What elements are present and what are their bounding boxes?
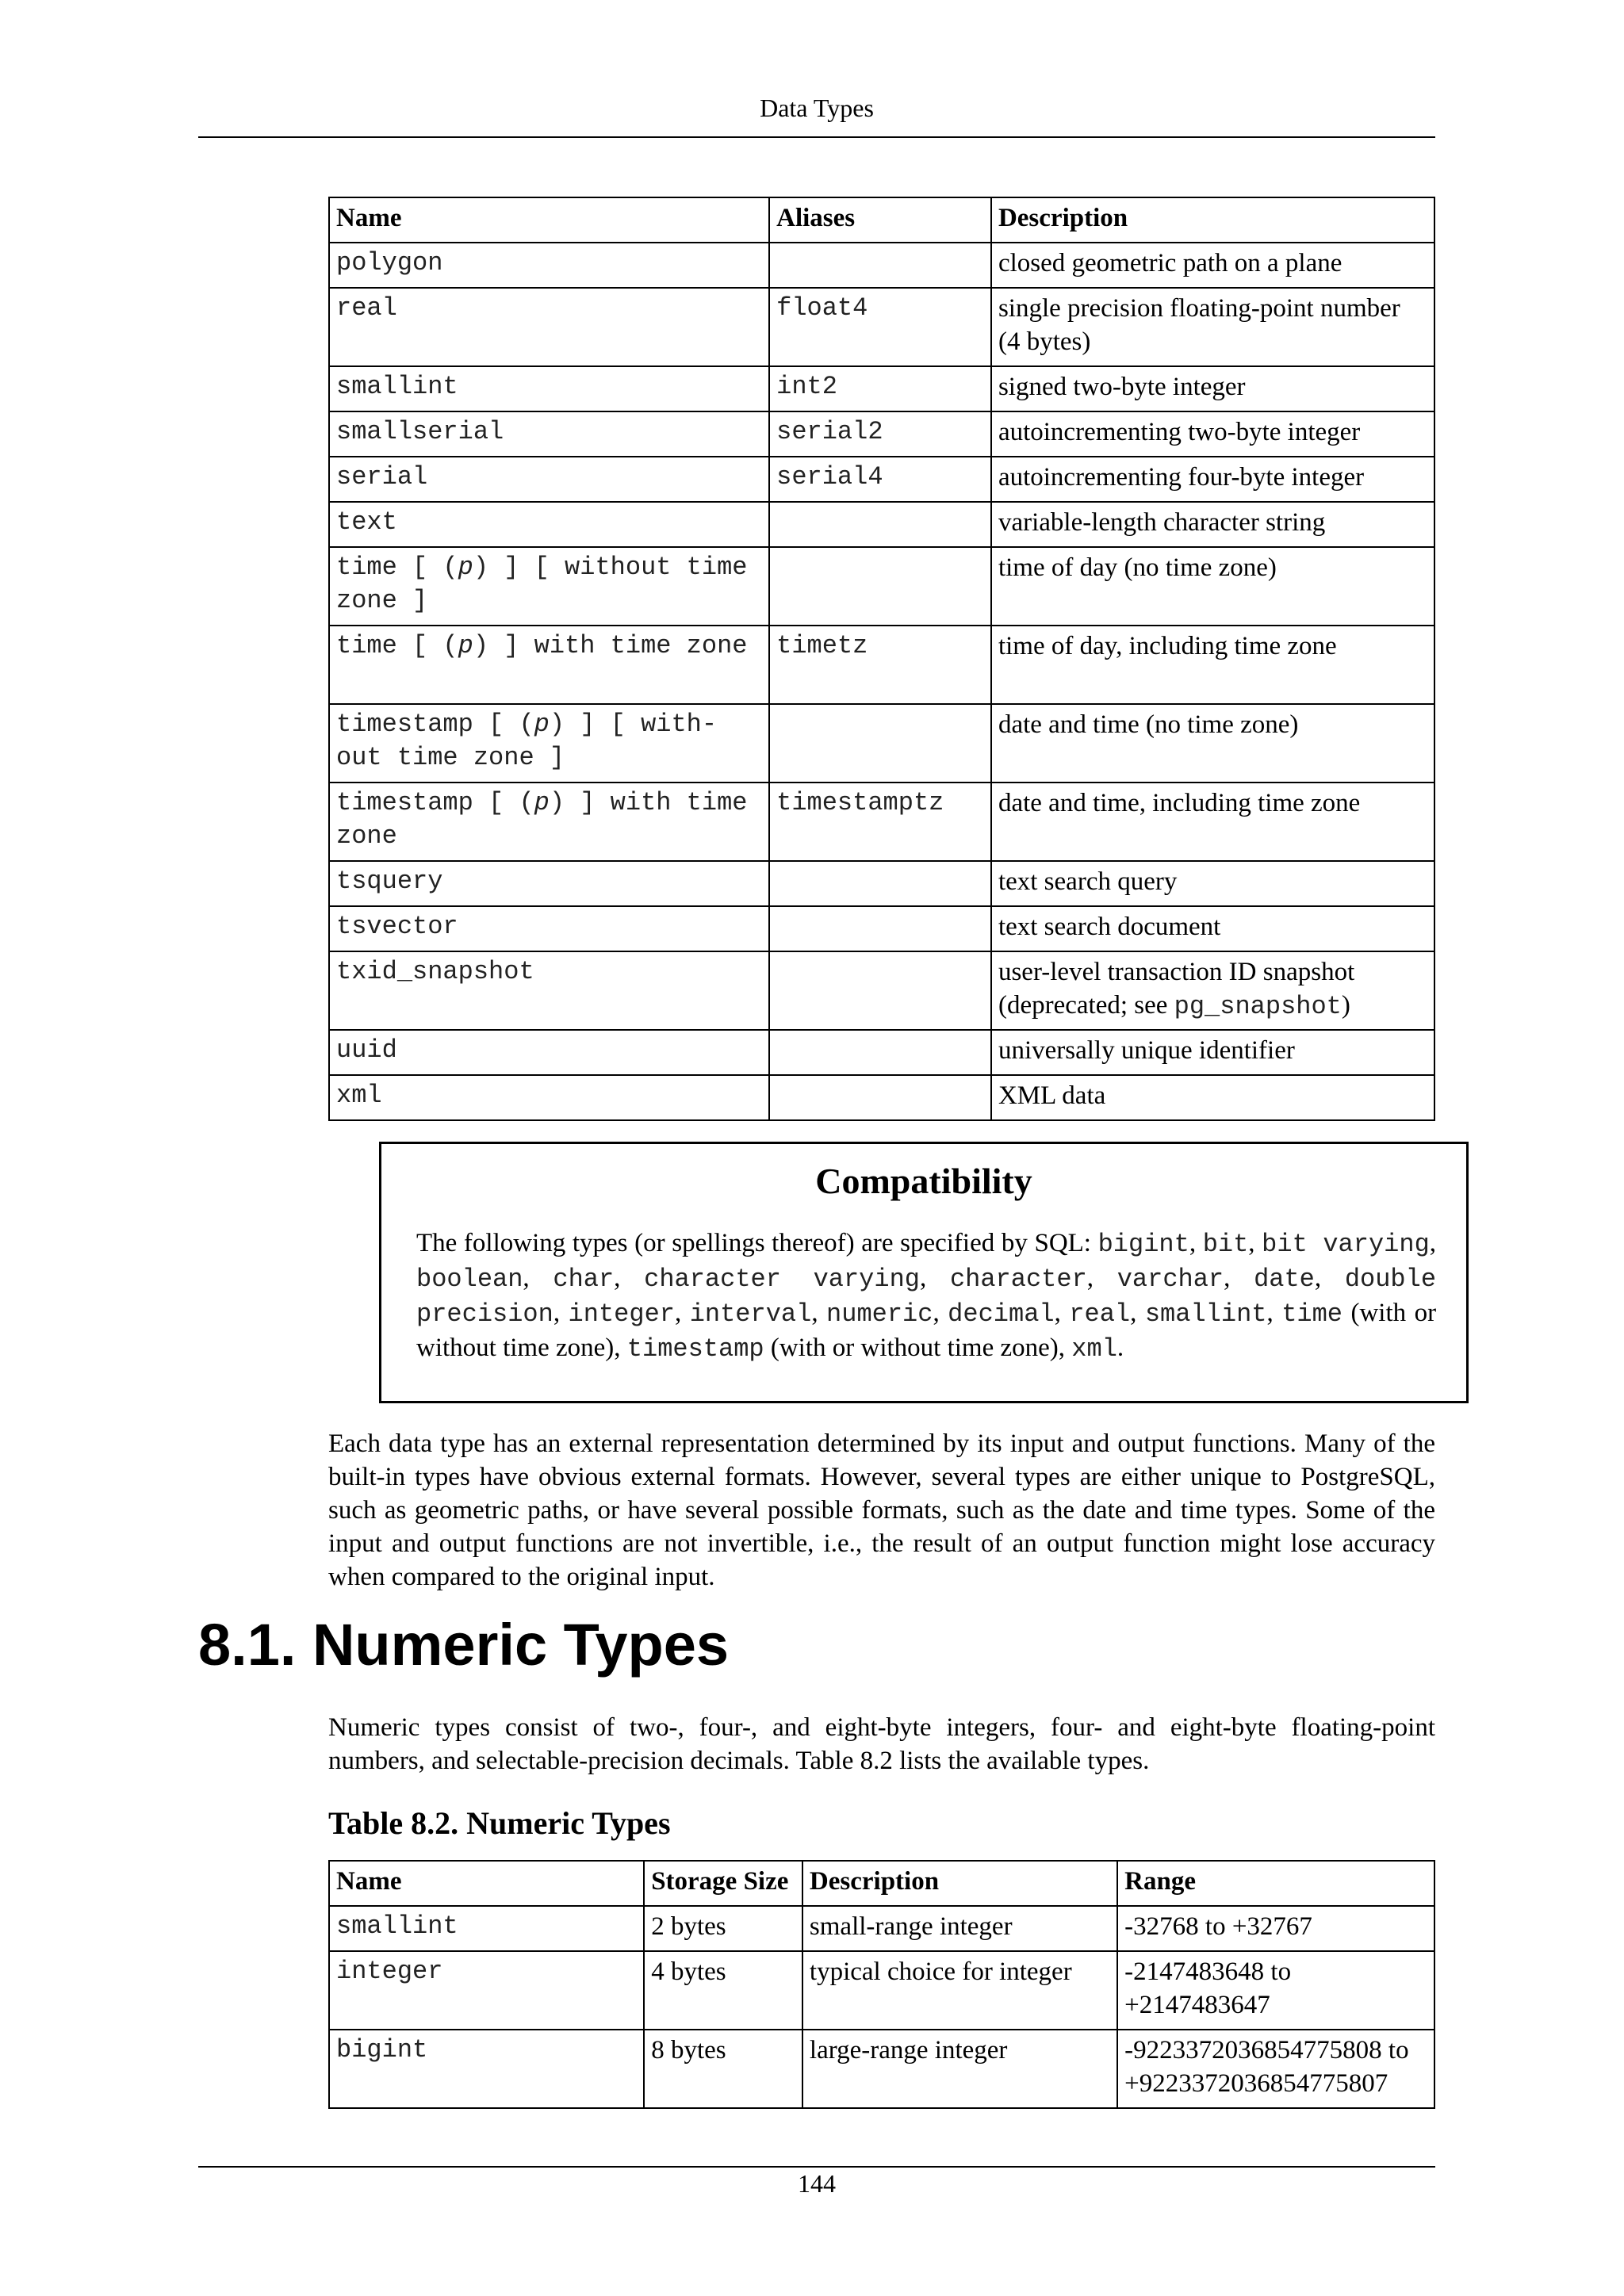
table-row xyxy=(329,1906,1434,1951)
type-name-cell xyxy=(329,951,769,1030)
description-text: XML data xyxy=(998,1081,1106,1110)
table-row xyxy=(329,906,1434,951)
numeric-description-cell: typical choice for integer xyxy=(802,1951,1117,2030)
type-name-cell xyxy=(329,547,769,626)
type-name-text: tsvector xyxy=(336,912,458,941)
type-alias-cell: serial2 xyxy=(769,411,991,457)
type-description-cell xyxy=(991,626,1434,704)
type-name-param: p xyxy=(458,631,473,660)
compatibility-text-segment: , xyxy=(1314,1264,1345,1292)
description-text: time of day (no time zone) xyxy=(998,553,1277,582)
type-name-cell xyxy=(329,411,769,457)
sql-type-code: character xyxy=(949,1265,1087,1294)
storage-size-cell: 8 bytes xyxy=(644,2030,802,2108)
type-description-cell xyxy=(991,951,1434,1030)
table-header-row xyxy=(329,1861,1434,1906)
numeric-types-paragraph: Numeric types consist of two-, four-, and eight-byte integers, four- and eight-byte floating-point numbers, and selectable-precision decimals. Table 8.2 lists the available types. xyxy=(328,1713,1435,1775)
description-text: ) xyxy=(1341,991,1350,1020)
compatibility-text-segment: , xyxy=(614,1264,645,1292)
table-row xyxy=(329,1030,1434,1075)
table-row xyxy=(329,366,1434,411)
type-name-cell xyxy=(329,626,769,704)
description-text: single precision floating-point number (4 bytes) xyxy=(998,294,1400,356)
compatibility-text-segment: , xyxy=(553,1299,569,1327)
table-row xyxy=(329,547,1434,626)
column-header-description: Description xyxy=(802,1861,1117,1906)
compatibility-text-segment: , xyxy=(1189,1229,1203,1257)
table-row xyxy=(329,1075,1434,1120)
type-description-cell xyxy=(991,1075,1434,1120)
column-header-storage-size: Storage Size xyxy=(644,1861,802,1906)
type-name-param: p xyxy=(534,710,550,739)
running-header: Data Types xyxy=(760,94,874,122)
type-name-text: serial xyxy=(336,462,428,492)
compatibility-title: Compatibility xyxy=(815,1161,1032,1201)
numeric-types-table xyxy=(328,1860,1435,2109)
type-alias-cell: timetz xyxy=(769,626,991,704)
sql-type-code: double precision xyxy=(416,1265,1437,1329)
table-row xyxy=(329,243,1434,288)
description-text: variable-length character string xyxy=(998,508,1326,537)
type-name-cell xyxy=(329,457,769,502)
type-name-cell xyxy=(329,366,769,411)
type-alias-cell xyxy=(769,1030,991,1075)
compatibility-text-segment: , xyxy=(933,1299,948,1327)
sql-type-code: char xyxy=(553,1265,615,1294)
numeric-name-cell: integer xyxy=(329,1951,644,2030)
type-description-cell xyxy=(991,906,1434,951)
compatibility-text-segment: (with or without time zone), xyxy=(416,1299,1437,1362)
type-description-cell xyxy=(991,783,1434,861)
type-name-text: ) ] [ with- out time zone ] xyxy=(336,710,718,772)
description-code: pg_snapshot xyxy=(1174,992,1342,1021)
type-name-text: time [ ( xyxy=(336,631,458,660)
column-header-name: Name xyxy=(329,1861,644,1906)
sql-type-code: xml xyxy=(1071,1334,1117,1364)
sql-type-code: smallint xyxy=(1144,1299,1267,1329)
header-rule xyxy=(198,136,1435,138)
type-alias-cell xyxy=(769,861,991,906)
type-name-text: ) ] [ without time zone ] xyxy=(336,553,748,615)
type-alias-cell: int2 xyxy=(769,366,991,411)
sql-type-code: bit xyxy=(1202,1230,1249,1259)
numeric-description-cell: large-range integer xyxy=(802,2030,1117,2108)
data-types-table xyxy=(328,197,1435,1121)
table-row xyxy=(329,704,1434,783)
type-description-cell xyxy=(991,861,1434,906)
sql-type-code: numeric xyxy=(826,1299,933,1329)
compatibility-text-segment: The following types (or spellings thereof) are specified by SQL: xyxy=(416,1229,1098,1257)
sql-type-code: real xyxy=(1069,1299,1131,1329)
type-name-text: ) ] with time zone xyxy=(336,788,748,851)
type-name-cell xyxy=(329,1030,769,1075)
type-alias-cell xyxy=(769,704,991,783)
description-text: autoincrementing two-byte integer xyxy=(998,418,1361,446)
compatibility-text-segment: , xyxy=(811,1299,827,1327)
type-alias-cell xyxy=(769,547,991,626)
compatibility-note xyxy=(379,1142,1469,1403)
type-name-text: real xyxy=(336,293,397,323)
type-description-cell xyxy=(991,411,1434,457)
column-header-name: Name xyxy=(329,197,769,243)
table-row xyxy=(329,1951,1434,2030)
type-name-param: p xyxy=(458,553,473,582)
type-name-text: text xyxy=(336,507,397,537)
description-text: date and time (no time zone) xyxy=(998,710,1299,739)
table-row xyxy=(329,783,1434,861)
range-cell: -32768 to +32767 xyxy=(1117,1906,1434,1951)
sql-type-code: interval xyxy=(689,1299,812,1329)
type-name-cell xyxy=(329,861,769,906)
table-row xyxy=(329,457,1434,502)
table-row xyxy=(329,861,1434,906)
sql-type-code: boolean xyxy=(416,1265,523,1294)
type-alias-cell: timestamptz xyxy=(769,783,991,861)
compatibility-text-segment: (with or without time zone), xyxy=(764,1334,1072,1362)
type-name-cell xyxy=(329,783,769,861)
type-name-cell xyxy=(329,704,769,783)
sql-type-code: timestamp xyxy=(626,1334,764,1364)
table-row xyxy=(329,951,1434,1030)
numeric-name-cell: bigint xyxy=(329,2030,644,2108)
type-name-text: timestamp [ ( xyxy=(336,788,534,817)
type-name-text: timestamp [ ( xyxy=(336,710,534,739)
description-text: signed two-byte integer xyxy=(998,373,1246,401)
compatibility-text-segment: , xyxy=(1130,1299,1145,1327)
compatibility-text xyxy=(416,1226,1436,1366)
range-cell: -9223372036854775808 to +9223372036854775807 xyxy=(1117,2030,1434,2108)
sql-type-code: varchar xyxy=(1116,1265,1224,1294)
table-row xyxy=(329,626,1434,704)
sql-type-code: date xyxy=(1254,1265,1315,1294)
table-row xyxy=(329,288,1434,366)
type-name-text: smallserial xyxy=(336,417,504,446)
compatibility-text-segment: , xyxy=(1224,1264,1254,1292)
table-row xyxy=(329,411,1434,457)
sql-type-code: character varying xyxy=(644,1265,920,1294)
type-name-text: time [ ( xyxy=(336,553,458,582)
type-name-text: smallint xyxy=(336,372,458,401)
table-caption: Table 8.2. Numeric Types xyxy=(328,1805,671,1841)
compatibility-text-segment: , xyxy=(674,1299,690,1327)
type-alias-cell xyxy=(769,243,991,288)
type-name-cell xyxy=(329,1075,769,1120)
type-alias-cell: float4 xyxy=(769,288,991,366)
storage-size-cell: 2 bytes xyxy=(644,1906,802,1951)
storage-size-cell: 4 bytes xyxy=(644,1951,802,2030)
compatibility-text-segment: . xyxy=(1116,1334,1124,1362)
type-description-cell xyxy=(991,243,1434,288)
type-name-cell xyxy=(329,243,769,288)
compatibility-text-segment: , xyxy=(1429,1229,1437,1257)
type-alias-cell xyxy=(769,1075,991,1120)
page-number: 144 xyxy=(798,2169,836,2198)
type-description-cell xyxy=(991,547,1434,626)
type-description-cell xyxy=(991,366,1434,411)
type-description-cell xyxy=(991,457,1434,502)
type-name-param: p xyxy=(534,788,550,817)
compatibility-text-segment: , xyxy=(920,1264,950,1292)
column-header-description: Description xyxy=(991,197,1434,243)
range-cell: -2147483648 to +2147483647 xyxy=(1117,1951,1434,2030)
compatibility-text-segment: , xyxy=(1248,1229,1262,1257)
type-alias-cell xyxy=(769,502,991,547)
sql-type-code: bit varying xyxy=(1262,1230,1430,1259)
table-row xyxy=(329,2030,1434,2108)
description-text: universally unique identifier xyxy=(998,1036,1295,1065)
table-header-row xyxy=(329,197,1434,243)
description-text: time of day, including time zone xyxy=(998,632,1337,660)
compatibility-text-segment: , xyxy=(1086,1264,1117,1292)
type-description-cell xyxy=(991,502,1434,547)
type-description-cell xyxy=(991,704,1434,783)
description-text: user-level transaction ID snapshot (deprecated; see xyxy=(998,958,1355,1020)
intro-paragraph: Each data type has an external representation determined by its input and output functions. Many of the built-in types have obvious external formats. However, several types are either unique to PostgreSQL, such as geometric paths, or have several possible formats, such as the date and time types. Some of the input and output functions are not invertible, i.e., the result of an output function might lose accuracy when compared to the original input. xyxy=(328,1429,1435,1591)
description-text: closed geometric path on a plane xyxy=(998,249,1342,277)
column-header-aliases: Aliases xyxy=(769,197,991,243)
type-name-text: txid_snapshot xyxy=(336,957,534,986)
type-name-text: uuid xyxy=(336,1035,397,1065)
description-text: autoincrementing four-byte integer xyxy=(998,463,1365,492)
type-alias-cell xyxy=(769,906,991,951)
type-name-text: xml xyxy=(336,1081,382,1110)
compatibility-text-segment: , xyxy=(1266,1299,1282,1327)
sql-type-code: time xyxy=(1281,1299,1342,1329)
sql-type-code: bigint xyxy=(1097,1230,1189,1259)
type-alias-cell: serial4 xyxy=(769,457,991,502)
section-title: 8.1. Numeric Types xyxy=(198,1612,730,1678)
sql-type-code: decimal xyxy=(948,1299,1055,1329)
description-text: text search query xyxy=(998,867,1178,896)
type-alias-cell xyxy=(769,951,991,1030)
description-text: date and time, including time zone xyxy=(998,789,1361,817)
type-name-text: tsquery xyxy=(336,867,443,896)
sql-type-code: integer xyxy=(568,1299,675,1329)
description-text: text search document xyxy=(998,913,1221,941)
compatibility-text-segment: , xyxy=(523,1264,553,1292)
type-description-cell xyxy=(991,288,1434,366)
type-name-cell xyxy=(329,906,769,951)
numeric-name-cell: smallint xyxy=(329,1906,644,1951)
numeric-description-cell: small-range integer xyxy=(802,1906,1117,1951)
table-row xyxy=(329,502,1434,547)
compatibility-text-segment: , xyxy=(1054,1299,1070,1327)
type-name-cell xyxy=(329,288,769,366)
column-header-range: Range xyxy=(1117,1861,1434,1906)
type-name-cell xyxy=(329,502,769,547)
type-description-cell xyxy=(991,1030,1434,1075)
type-name-text: ) ] with time zone xyxy=(473,631,748,660)
footer-rule xyxy=(198,2166,1435,2168)
type-name-text: polygon xyxy=(336,248,443,277)
